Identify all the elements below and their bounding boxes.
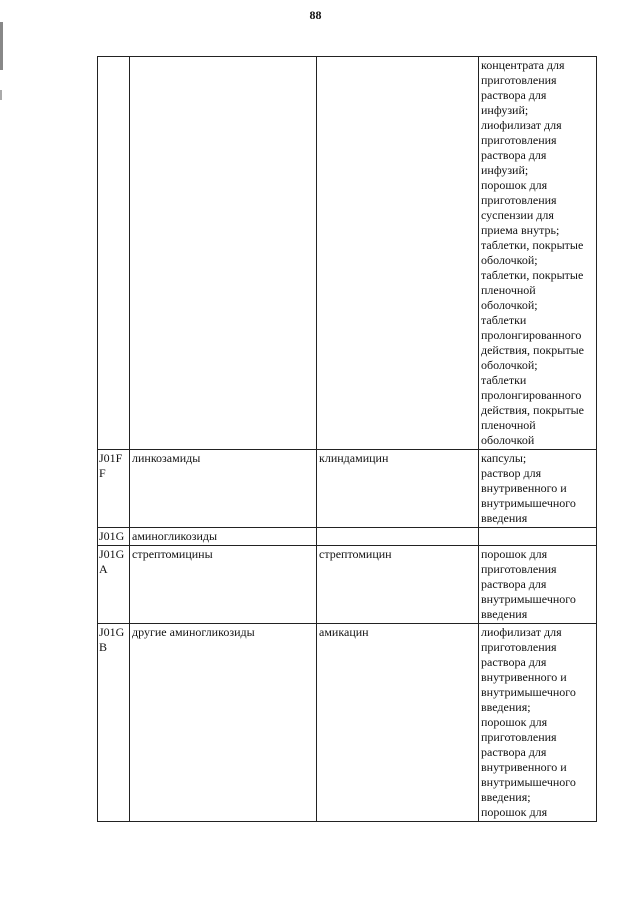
- dosage-form-line: введения: [481, 511, 528, 525]
- dosage-form-line: пленочной: [481, 283, 536, 297]
- group-name-cell: линкозамиды: [130, 450, 317, 528]
- dosage-form-line: оболочкой;: [481, 253, 538, 267]
- dosage-form-line: внутримышечного: [481, 685, 576, 699]
- dosage-form-line: оболочкой;: [481, 358, 538, 372]
- dosage-form-line: порошок для: [481, 178, 548, 192]
- dosage-form-line: введения;: [481, 790, 531, 804]
- dosage-form-line: таблетки, покрытые: [481, 238, 584, 252]
- drug-name-cell: стрептомицин: [317, 546, 479, 624]
- dosage-form-line: инфузий;: [481, 103, 529, 117]
- dosage-form-line: пролонгированного: [481, 388, 582, 402]
- dosage-form-line: введения;: [481, 700, 531, 714]
- dosage-form-line: таблетки: [481, 313, 527, 327]
- dosage-form-line: оболочкой: [481, 433, 535, 447]
- atc-code-cell: J01G B: [98, 624, 130, 822]
- dosage-form-line: инфузий;: [481, 163, 529, 177]
- table-row: [98, 57, 597, 450]
- dosage-form-line: приготовления: [481, 640, 557, 654]
- dosage-form-line: действия, покрытые: [481, 403, 584, 417]
- table-row: [98, 528, 597, 546]
- dosage-form-line: введения: [481, 607, 528, 621]
- atc-code-cell: J01G: [98, 528, 130, 546]
- dosage-form-line: концентрата для: [481, 58, 565, 72]
- drug-table: [97, 56, 597, 822]
- page-number: 88: [309, 8, 322, 22]
- scan-edge-mark: [0, 90, 2, 100]
- dosage-forms-cell: [479, 450, 597, 528]
- dosage-form-line: раствора для: [481, 88, 547, 102]
- dosage-form-line: внутривенного и: [481, 481, 567, 495]
- dosage-form-line: таблетки: [481, 373, 527, 387]
- group-name-cell: [130, 57, 317, 450]
- dosage-form-line: приготовления: [481, 133, 557, 147]
- dosage-forms-cell: [479, 624, 597, 822]
- table-row: [98, 546, 597, 624]
- dosage-form-line: внутривенного и: [481, 670, 567, 684]
- dosage-form-line: раствора для: [481, 577, 547, 591]
- drug-name-cell: [317, 528, 479, 546]
- dosage-forms-cell: [479, 546, 597, 624]
- dosage-form-line: пролонгированного: [481, 328, 582, 342]
- dosage-form-line: лиофилизат для: [481, 625, 562, 639]
- dosage-form-line: таблетки, покрытые: [481, 268, 584, 282]
- dosage-form-line: раствора для: [481, 148, 547, 162]
- scan-edge-mark: [0, 22, 3, 70]
- dosage-form-line: приготовления: [481, 193, 557, 207]
- dosage-forms-cell: [479, 528, 597, 546]
- dosage-form-line: порошок для: [481, 547, 548, 561]
- dosage-form-line: порошок для: [481, 805, 548, 819]
- dosage-form-line: раствора для: [481, 655, 547, 669]
- dosage-form-line: оболочкой;: [481, 298, 538, 312]
- atc-code-cell: J01G A: [98, 546, 130, 624]
- dosage-form-line: внутривенного и: [481, 760, 567, 774]
- atc-code-cell: J01F F: [98, 450, 130, 528]
- dosage-form-line: внутримышечного: [481, 592, 576, 606]
- group-name-cell: другие аминогликозиды: [130, 624, 317, 822]
- dosage-form-line: внутримышечного: [481, 775, 576, 789]
- dosage-form-line: лиофилизат для: [481, 118, 562, 132]
- table-row: [98, 624, 597, 822]
- group-name-cell: аминогликозиды: [130, 528, 317, 546]
- drug-name-cell: клиндамицин: [317, 450, 479, 528]
- dosage-form-line: приготовления: [481, 73, 557, 87]
- dosage-form-line: приготовления: [481, 562, 557, 576]
- dosage-form-line: капсулы;: [481, 451, 527, 465]
- dosage-form-line: суспензии для: [481, 208, 554, 222]
- table-row: [98, 450, 597, 528]
- group-name-cell: стрептомицины: [130, 546, 317, 624]
- dosage-form-line: порошок для: [481, 715, 548, 729]
- dosage-forms-cell: [479, 57, 597, 450]
- drug-name-cell: амикацин: [317, 624, 479, 822]
- dosage-form-line: раствора для: [481, 745, 547, 759]
- dosage-form-line: пленочной: [481, 418, 536, 432]
- dosage-form-line: приема внутрь;: [481, 223, 560, 237]
- drug-name-cell: [317, 57, 479, 450]
- atc-code-cell: [98, 57, 130, 450]
- dosage-form-line: приготовления: [481, 730, 557, 744]
- dosage-form-line: внутримышечного: [481, 496, 576, 510]
- dosage-form-line: действия, покрытые: [481, 343, 584, 357]
- dosage-form-line: раствор для: [481, 466, 542, 480]
